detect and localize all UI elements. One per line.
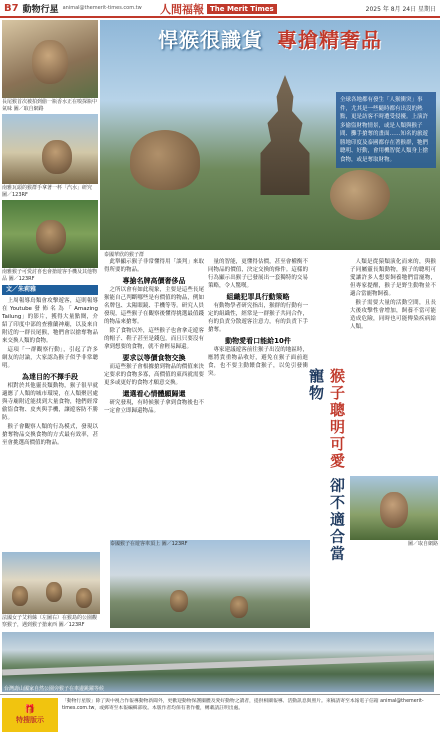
masthead-logo: 人間福報: [160, 3, 204, 16]
subheading: 為達目的不擇手段: [22, 373, 78, 381]
monkey-figure: [12, 586, 28, 606]
article-paragraph: 專家建議遊客前往猴子出沒的地區時，應將貴重物品收好，避免在猴子面前進食，也不要主動餵食猴子，以免引發衝突。: [208, 347, 308, 377]
monkey-figure: [36, 220, 66, 254]
subheading: 專搶名牌高價奢侈品: [122, 277, 186, 285]
photo-monkeys-park: [2, 552, 100, 614]
subheading: 要求以等價食物交換: [122, 354, 186, 362]
masthead-subtitle: The Merit Times: [207, 4, 277, 14]
article-column-4: [350, 258, 436, 508]
monkey-figure: [42, 140, 72, 174]
article-paragraph: 量的智能，更懂得估價，甚至會權衡不同物品的價值，決定交換的條件。這樣的行為顯示出猴子已發展出一套獨特的交易策略，令人驚嘆。: [208, 259, 308, 289]
article-paragraph: 有動物學者研究指出，猴群的行動有一定的組織性，經常是一群猴子共同合作，有的負責分散遊客注意力，有的負責下手搶奪。: [208, 303, 308, 333]
photo-caption: 泰國猴子在遊客車頂上 圖／123RF: [110, 541, 188, 547]
photo-monkey-phone: [2, 200, 98, 268]
vertical-headline: [307, 368, 348, 568]
hero-photo: [100, 20, 440, 250]
article-paragraph: 相對於其他靈長類動物，猴子很早就適應了人類的城市環境，在人類聚居處與寺廟附近能找到大量食物，牠們經常偷盜食物、皮夾與手機，讓遊客防不勝防。: [2, 383, 98, 421]
monkey-figure: [380, 492, 408, 528]
photo-caption: 圖／取自網路: [407, 541, 438, 547]
photo-monkey-right: [350, 476, 438, 540]
article-paragraph: 研究發現，有時候猴子拿到食物後也不一定會立即歸還物品。: [104, 400, 204, 414]
monkey-figure: [330, 170, 390, 220]
promo-label: 特搜版示: [16, 716, 44, 724]
article-paragraph: 之所以會有如此現象，主要是這些長尾猴能自己判斷哪些是有價值的物品，例如名牌包、太陽眼鏡、手機等等。研究人員發現，這些猴子在觀察後懂得挑選最值錢的物品來搶奪。: [104, 287, 204, 325]
photo-caption: 南雅瓦頭的猴群手拿著一杯「汽水」研究 圖／123RF: [2, 185, 93, 198]
dateline: 2025 年 8月 24日 星期日: [365, 6, 436, 13]
article-paragraph: 這項「一群觀察行動」，引起了許多網友的討論，大家認為猴子似乎非常聰明。: [2, 347, 98, 369]
photo-caption: 台灣壽山國家自然公園旁猴子在車邊跳躍等候: [4, 686, 105, 692]
photo-monkey-perfume: [2, 20, 98, 98]
photo-caption: 長尾猴首次被拍到偷一瓶香水正在嗅探瓶中氣味 圖／取自網路: [2, 99, 98, 112]
page-header: [0, 0, 440, 18]
article-paragraph: 此舉顯示猴子非常懂得用「談判」來取得所要的物品。: [104, 259, 204, 273]
article-column-3: [208, 258, 308, 578]
monkey-figure: [230, 596, 248, 618]
subheading: 動物愛看口能給10件: [225, 337, 291, 345]
vertical-headline-line-2: 卻不適合當寵物: [307, 368, 346, 563]
main-headline: [100, 24, 440, 53]
article-paragraph: 上周報導鳥類會攻擊遊客，這則報導在Youtube發佈名為「Amazing Tailung」的影片，獲得大量點閱，介紹了印度中部的查雅蘭神廟，以及來自附近的一群長尾猴，牠們會以搶奪物品來交換人類的食物。: [2, 298, 98, 344]
author-byline: 文／朱莉雅: [2, 285, 98, 295]
monkey-figure: [130, 130, 200, 190]
vertical-headline-line-1: 猴子聰明可愛: [328, 368, 346, 470]
article-column-1: [2, 297, 98, 547]
subheading: 組織犯罪具行動策略: [226, 293, 290, 301]
monkey-figure: [170, 590, 188, 612]
headline-accent: 專搶精奢品: [276, 28, 382, 52]
monkey-figure: [46, 582, 62, 602]
section-name: 動物行星: [22, 4, 59, 15]
article-column-2: [104, 258, 204, 578]
photo-monkeys-car: [110, 540, 310, 628]
lead-paragraph: 全球各地都有發生「人猴衝突」事件，尤其是一些隨時都有出沒的熱點，更是訪客不時遭受侵擾。上演許多偷盜財物情景，或是人類與猴子間、攤手搶奪的畫面……知名的旅遊勝地印度及泰國都存在著猴群，牠們聰明、好動，會用機智從人類身上搶食物，或是奪取財物。: [336, 92, 436, 168]
photo-monkey-soda: [2, 114, 98, 184]
section-email: animal@themerit-times.com.tw: [62, 5, 142, 11]
page-footer: [0, 694, 440, 735]
subheading: 還選看心情體願歸還: [122, 390, 186, 398]
photo-caption: 南雅猴子可愛討喜也會搶遊客手機及其他物品 圖／123RF: [2, 269, 98, 282]
gift-icon: 🎁: [24, 705, 36, 715]
hero-caption: 泰國華欣的猴子群: [104, 252, 145, 258]
article-paragraph: 猴子會觀察人類的行為模式，發現以搶奪物品交換食物的方式最有效率，甚至會挑選高價值的物品。: [2, 424, 98, 446]
article-paragraph: 猴子需要大量的活動空間，且長大後攻擊性會增加，飼養不當可能造成危險，同時也可能傳染疾病給人類。: [350, 300, 436, 330]
masthead: [160, 1, 277, 17]
article-paragraph: 而這些猴子會根據搶到物品的價值來決定要求的食物多寡，高價值的東西就需要更多或更好的食物才願意交換。: [104, 364, 204, 386]
photo-coastal-road: [2, 632, 434, 692]
footer-notice: 「動物行星版」除了與中視合作報導動物新聞外，更歡迎動物保護團體及愛好動物之讀者，提供相關報導、活動訊息與照片。來稿請寄至本報電子信箱 animal@themerit-times.com.tw，或郵寄至本報編輯部收。本版作者均保有著作權，轉載請註明出處。: [62, 699, 424, 711]
monkey-figure: [76, 588, 92, 608]
article-paragraph: 人類是從猿類演化而來的，與猴子同屬靈長類動物，猴子的聰明可愛讓許多人想要飼養牠們當寵物，但專家提醒，猴子是野生動物並不適合當寵物飼養。: [350, 259, 436, 297]
road-shape: [2, 654, 434, 675]
section-tag: B7: [4, 2, 19, 14]
promo-badge[interactable]: [2, 698, 58, 732]
headline-main: 悍猴很識貨: [158, 28, 264, 52]
temple-shape: [250, 75, 320, 195]
monkey-figure: [32, 40, 68, 84]
article-paragraph: 除了食物以外，這些猴子也會拿走遊客的帽子、鞋子甚至是錢包，而且只要沒有拿到想要的食物，就不會輕易歸還。: [104, 328, 204, 350]
photo-caption: 法國女子艾莉絲（左圖右）在猴島的公園觀察猴子，遇到猴子搶東西 圖／123RF: [2, 615, 98, 628]
